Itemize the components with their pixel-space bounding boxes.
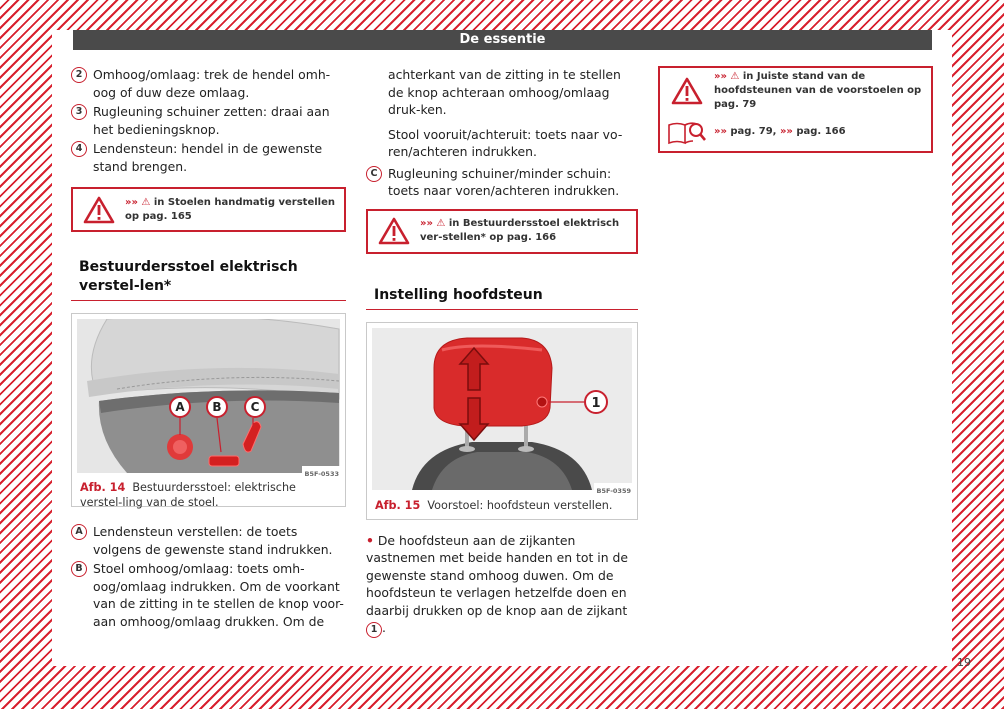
list-item — [71, 523, 346, 558]
warning-box — [658, 66, 933, 153]
list-item — [366, 165, 638, 200]
paragraph: Stool vooruit/achteruit: toets naar vo-ren/achteren indrukken. — [388, 126, 623, 159]
warning-row — [660, 68, 931, 114]
page-header: De essentie — [73, 30, 932, 50]
section-title: Instelling hoofdsteun — [366, 286, 638, 310]
warning-small-icon: ⚠ — [436, 218, 446, 229]
body-paragraph: • De hoofdsteun aan de zijkanten vastnemen met beide handen en tot in de gewenste stand omhoog duwen. Om de hoofdsteun te verlagen hetzelfde doen en daarbij drukken op de knop aan de zijkant 1 . — [366, 532, 638, 639]
figure-code: B5F-0533 — [302, 466, 341, 484]
step-marker: 3 — [71, 104, 87, 120]
figure-label-1: 1 — [591, 395, 601, 411]
figure-number: Afb. 15 — [375, 498, 421, 512]
list-item — [71, 103, 346, 138]
figure-number: Afb. 14 — [80, 481, 126, 494]
figure-headrest — [366, 322, 638, 520]
list-item — [71, 66, 346, 101]
figure-caption: Afb. 14 Bestuurdersstoel: elektrische verstel-ling van de stoel. — [80, 481, 296, 509]
book-magnifier-icon — [660, 119, 714, 145]
list-item-text: Omhoog/omlaag: trek de hendel omh-oog of duw deze omlaag. — [93, 67, 331, 100]
step-marker: C — [366, 166, 382, 182]
figure-caption: Afb. 15 Voorstoel: hoofdsteun verstellen. — [375, 498, 613, 512]
list-item-text: Rugleuning schuiner/minder schuin: toets naar voren/achteren indrukken. — [388, 165, 620, 198]
headrest-illustration — [372, 328, 632, 490]
section-title: Bestuurdersstoel elektrisch verstel-len* — [71, 258, 346, 301]
bullet: • — [366, 532, 374, 548]
list-item-text: Rugleuning schuiner zetten: draai aan het bedieningsknop. — [93, 104, 330, 137]
warning-box — [71, 187, 346, 232]
list-item — [71, 140, 346, 175]
step-marker: 4 — [71, 141, 87, 157]
warning-link[interactable]: »» ⚠ in Stoelen handmatig verstellen op pag. 165 — [125, 196, 335, 222]
warning-box — [366, 209, 638, 254]
warning-triangle-icon — [368, 217, 420, 245]
warning-link[interactable]: »» ⚠ in Bestuurdersstoel elektrisch ver-stellen* op pag. 166 — [420, 218, 620, 243]
warning-link[interactable]: »» ⚠ in Juiste stand van de hoofdsteunen van de voorstoelen op pag. 79 — [714, 71, 922, 110]
warning-small-icon: ⚠ — [730, 71, 740, 82]
seat-illustration — [77, 319, 340, 473]
list-item-text: Stoel omhoog/omlaag: toets omh-oog/omlaag indrukken. Om de voorkant van de zitting in te stellen de knop voor-aan omhoog/omlaag drukken. Om de — [93, 561, 344, 629]
page-number: 19 — [957, 656, 971, 669]
warning-small-icon: ⚠ — [141, 196, 151, 208]
column-middle — [366, 66, 638, 638]
column-right — [658, 66, 933, 153]
step-marker: 2 — [71, 67, 87, 83]
list-item-text: Lendensteun: hendel in de gewenste stand brengen. — [93, 141, 323, 174]
step-marker: A — [71, 524, 87, 540]
continued-text: achterkant van de zitting in te stellen de knop achteraan omhoog/omlaag druk-ken. — [388, 67, 621, 117]
warning-triangle-icon — [73, 196, 125, 224]
list-item — [71, 560, 346, 630]
column-left — [71, 66, 346, 632]
figure-label-c: C — [250, 400, 260, 414]
warning-triangle-icon — [660, 77, 714, 105]
figure-seat-controls — [71, 313, 346, 507]
inline-marker: 1 — [366, 622, 382, 638]
figure-label-a: A — [175, 400, 185, 414]
reference-links[interactable]: »» pag. 79, »» pag. 166 — [714, 126, 846, 137]
list-item-text: Lendensteun verstellen: de toets volgens de gewenste stand indrukken. — [93, 524, 333, 557]
figure-code: B5F-0359 — [594, 483, 633, 501]
figure-label-b: B — [212, 400, 222, 414]
step-marker: B — [71, 561, 87, 577]
reference-row — [660, 114, 931, 150]
